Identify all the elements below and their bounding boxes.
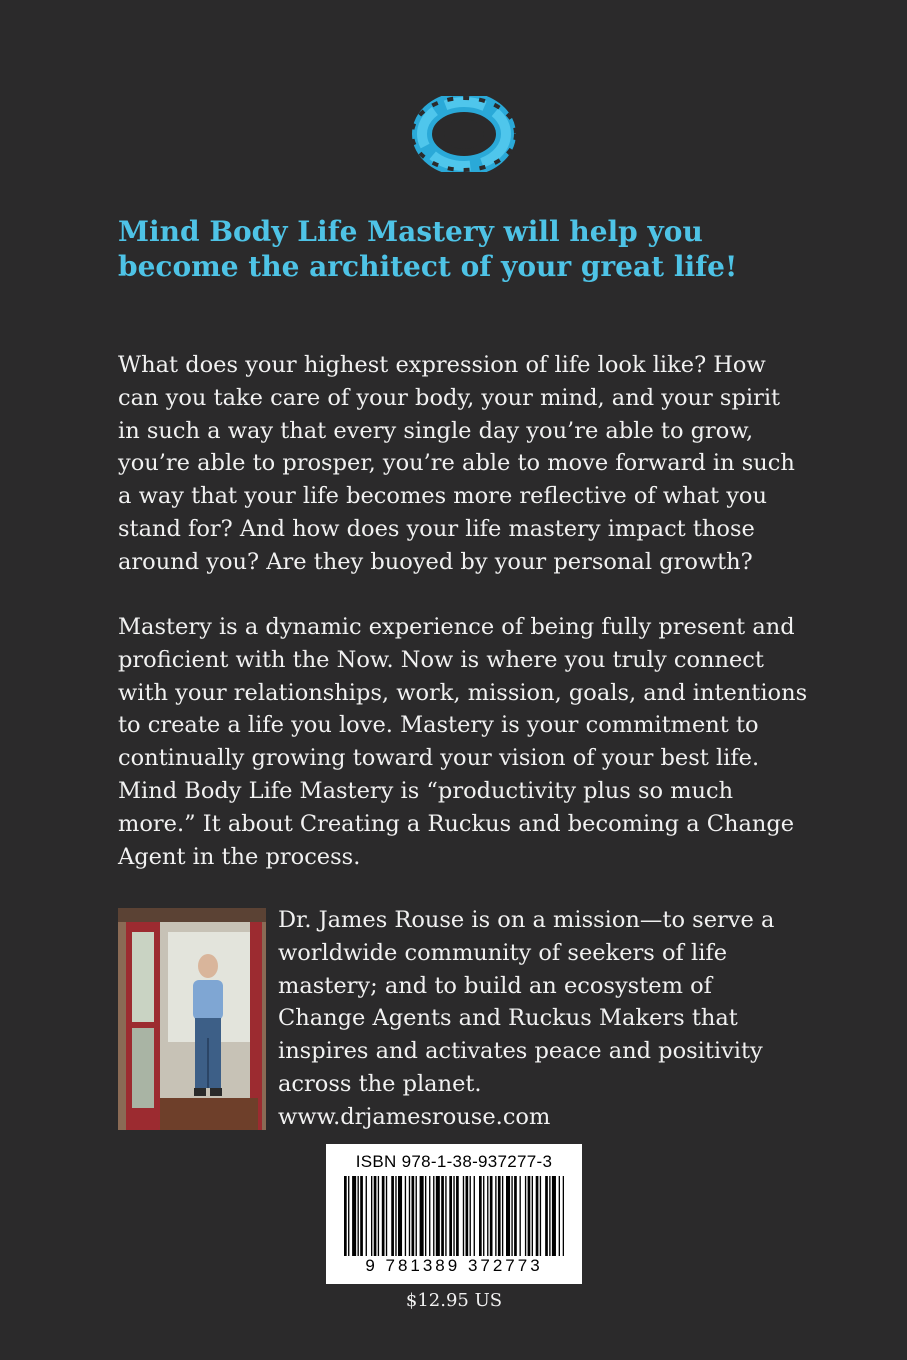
barcode-bar bbox=[514, 1176, 517, 1258]
barcode-bar bbox=[532, 1176, 533, 1258]
barcode-bar bbox=[552, 1176, 556, 1258]
barcode-bar bbox=[378, 1176, 379, 1258]
barcode-bar bbox=[470, 1176, 471, 1258]
barcode-bar bbox=[463, 1176, 464, 1258]
barcode-bar bbox=[429, 1176, 430, 1258]
barcode-bar bbox=[382, 1176, 385, 1258]
barcode-bar bbox=[436, 1176, 440, 1258]
barcode-bar bbox=[416, 1176, 417, 1258]
isbn-label: ISBN 978-1-38-937277-3 bbox=[355, 1152, 553, 1171]
barcode-bar bbox=[360, 1176, 363, 1258]
barcode-bar bbox=[545, 1176, 548, 1258]
author-photo bbox=[118, 908, 266, 1130]
tagline: Mind Body Life Mastery will help you become the architect of your great life! bbox=[118, 215, 738, 283]
barcode-bar bbox=[409, 1176, 410, 1258]
barcode-bar bbox=[487, 1176, 488, 1258]
barcode-bar bbox=[495, 1176, 496, 1258]
barcode-bar bbox=[374, 1176, 377, 1258]
blue-circle-logo-icon bbox=[412, 96, 516, 172]
author-bio-text: Dr. James Rouse is on a mission—to serve a worldwide community of seekers of life mastery; and to build an ecosystem of Change Agents and Ruckus Makers that inspires and activates peace and positivity across the planet. bbox=[278, 907, 775, 1097]
isbn-barcode bbox=[326, 1144, 582, 1284]
barcode-bar bbox=[441, 1176, 444, 1258]
barcode-bar bbox=[352, 1176, 356, 1258]
barcode-bar bbox=[549, 1176, 550, 1258]
barcode-bar bbox=[371, 1176, 372, 1258]
author-website-link[interactable]: www.drjamesrouse.com bbox=[278, 1103, 551, 1130]
price: $12.95 US bbox=[405, 1290, 503, 1311]
barcode-bar bbox=[490, 1176, 493, 1258]
barcode-bar bbox=[511, 1176, 512, 1258]
author-bio bbox=[278, 904, 798, 1134]
barcode-bar bbox=[563, 1176, 564, 1258]
barcode-bar bbox=[358, 1176, 359, 1258]
barcode-bar bbox=[433, 1176, 434, 1258]
barcode-bar bbox=[453, 1176, 454, 1258]
barcode-bar bbox=[348, 1176, 349, 1258]
barcode-bar bbox=[528, 1176, 531, 1258]
barcode-bars bbox=[344, 1176, 564, 1258]
barcode-bar bbox=[391, 1176, 394, 1258]
barcode-bar bbox=[386, 1176, 387, 1258]
barcode-bar bbox=[405, 1176, 406, 1258]
barcode-bar bbox=[520, 1176, 521, 1258]
barcode-bar bbox=[449, 1176, 452, 1258]
barcode-bar bbox=[536, 1176, 539, 1258]
barcode-bar bbox=[456, 1176, 459, 1258]
barcode-bar bbox=[425, 1176, 426, 1258]
barcode-bar bbox=[398, 1176, 402, 1258]
barcode-bar bbox=[559, 1176, 560, 1258]
barcode-bar bbox=[445, 1176, 446, 1258]
barcode-bar bbox=[498, 1176, 501, 1258]
description-paragraph-1: What does your highest expression of life look like? How can you take care of your body, your mind, and your spirit in such a way that every single day you’re able to grow, you’re able to prosper, you’re able to move forward in such a way that your life becomes more reflective of what you stand for? And how does your life mastery impact those around you? Are they buoyed by your personal growth? bbox=[118, 352, 795, 575]
barcode-bar bbox=[395, 1176, 396, 1258]
barcode-bar bbox=[366, 1176, 367, 1258]
barcode-bar bbox=[525, 1176, 526, 1258]
barcode-bar bbox=[540, 1176, 541, 1258]
barcode-bar bbox=[506, 1176, 510, 1258]
description-paragraph-2: Mastery is a dynamic experience of being fully present and proficient with the Now. Now is where you truly connect with your relationships, work, mission, goals, and intentions to create a life you love. Mastery is your commitment to continually growing toward your vision of your best life. Mind Body Life Mastery is “productivity plus so much more.” It about Creating a Ruckus and becoming a Change Agent in the process. bbox=[118, 614, 808, 870]
barcode-digits: 9 781389 372773 bbox=[326, 1256, 582, 1276]
barcode-bar bbox=[466, 1176, 469, 1258]
barcode-bar bbox=[479, 1176, 482, 1258]
barcode-bar bbox=[502, 1176, 503, 1258]
barcode-bar bbox=[474, 1176, 475, 1258]
barcode-bar bbox=[412, 1176, 415, 1258]
barcode-bar bbox=[483, 1176, 484, 1258]
barcode-bar bbox=[344, 1176, 347, 1258]
barcode-bar bbox=[420, 1176, 424, 1258]
